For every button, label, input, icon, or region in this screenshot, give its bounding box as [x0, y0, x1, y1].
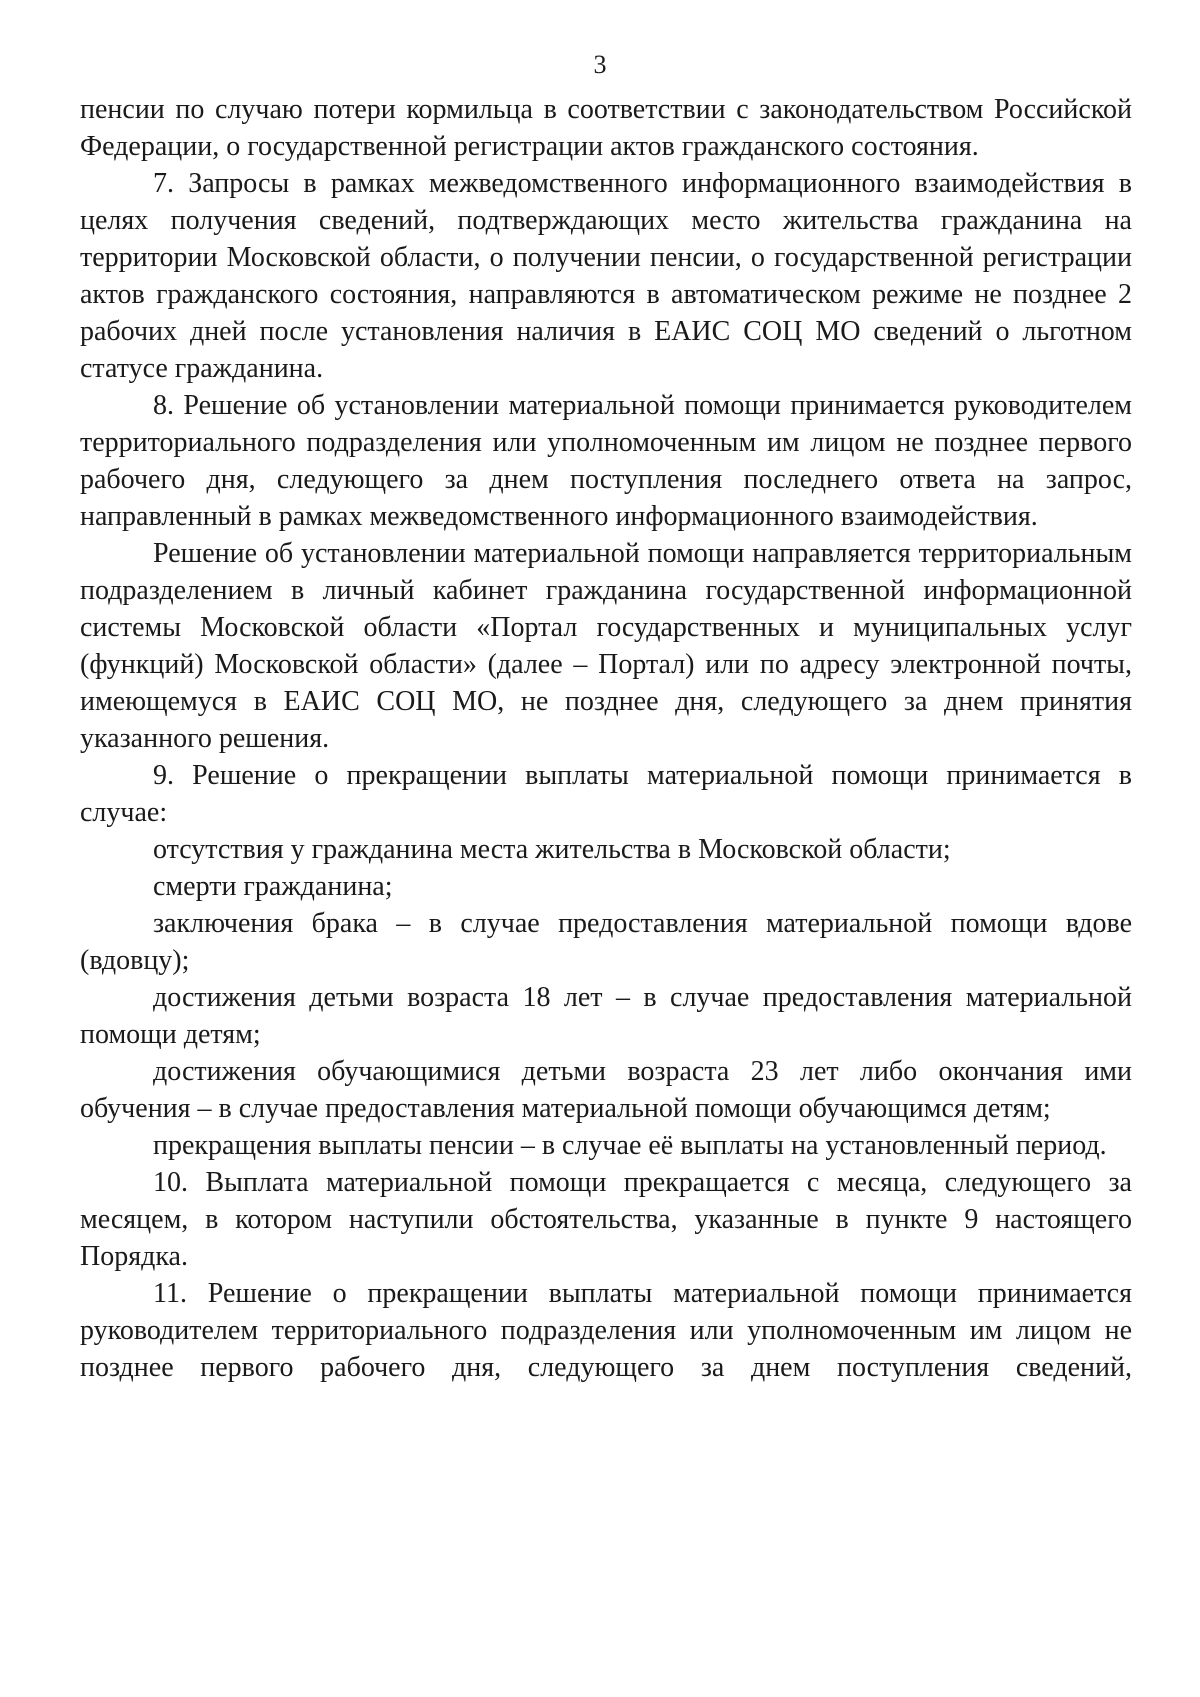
list-item-pension-end: прекращения выплаты пенсии – в случае её выплаты на установленный период.: [153, 1130, 1107, 1161]
paragraph-item-8: 8. Решение об установлении материальной помощи принимается руководителем территориального подразделения или уполномоченным им лицом не позднее первого рабочего дня, следующего за днем поступления последнего ответа на запрос, направленный в рамках межведомственного информационного взаимодействия.: [80, 390, 1132, 532]
document-body: [80, 91, 1132, 1386]
paragraph-decision-notice: Решение об установлении материальной помощи направляется территориальным подразделением в личный кабинет гражданина государственной информационной системы Московской области «Портал государственных и муниципальных услуг (функций) Московской области» (далее – Портал) или по адресу электронной почты, имеющемуся в ЕАИС СОЦ МО, не позднее дня, следующего за днем принятия указанного решения.: [80, 538, 1132, 754]
paragraph-item-9: 9. Решение о прекращении выплаты материальной помощи принимается в случае:: [80, 760, 1132, 828]
list-item-age-23: достижения обучающимися детьми возраста 23 лет либо окончания ими обучения – в случае предоставления материальной помощи обучающимся детям;: [80, 1056, 1132, 1124]
list-item-no-residence: отсутствия у гражданина места жительства в Московской области;: [153, 834, 951, 865]
list-item-marriage: заключения брака – в случае предоставления материальной помощи вдове (вдовцу);: [80, 908, 1132, 976]
paragraph-item-10: 10. Выплата материальной помощи прекращается с месяца, следующего за месяцем, в котором наступили обстоятельства, указанные в пункте 9 настоящего Порядка.: [80, 1167, 1132, 1272]
list-item-age-18: достижения детьми возраста 18 лет – в случае предоставления материальной помощи детям;: [80, 982, 1132, 1050]
list-item-death: смерти гражданина;: [153, 871, 393, 902]
paragraph-continuation: пенсии по случаю потери кормильца в соответствии с законодательством Российской Федерации, о государственной регистрации актов гражданского состояния.: [80, 94, 1132, 162]
paragraph-item-7: 7. Запросы в рамках межведомственного информационного взаимодействия в целях получения сведений, подтверждающих место жительства гражданина на территории Московской области, о получении пенсии, о государственной регистрации актов гражданского состояния, направляются в автоматическом режиме не позднее 2 рабочих дней после установления наличия в ЕАИС СОЦ МО сведений о льготном статусе гражданина.: [80, 168, 1132, 384]
page-number: 3: [593, 50, 607, 79]
paragraph-item-11: 11. Решение о прекращении выплаты материальной помощи принимается руководителем территориального подразделения или уполномоченным им лицом не позднее первого рабочего дня, следующего за днем поступления сведений,: [80, 1278, 1132, 1383]
